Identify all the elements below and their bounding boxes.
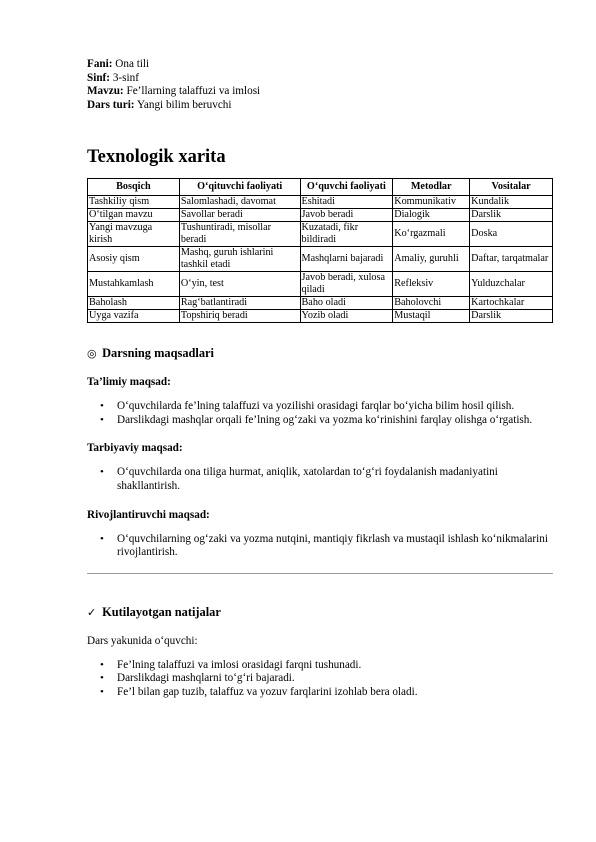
subject-line <box>87 58 553 72</box>
topic-line <box>87 85 553 99</box>
subject-label: Fani: <box>87 58 113 70</box>
goals-title: Darsning maqsadlari <box>102 346 214 361</box>
table-cell: Mustaqil <box>393 310 470 323</box>
table-cell: Ko‘rgazmali <box>393 222 470 247</box>
checkmark-icon: ✓ <box>87 605 97 619</box>
table-cell: Mashq, guruh ishlarini tashkil etadi <box>179 247 300 272</box>
results-title: Kutilayotgan natijalar <box>102 604 221 619</box>
table-cell: Darslik <box>470 209 553 222</box>
table-cell: O‘yin, test <box>179 272 300 297</box>
table-cell: Kundalik <box>470 196 553 209</box>
upbringing-goal-list <box>87 466 553 493</box>
column-header: Metodlar <box>393 179 470 196</box>
table-row <box>88 310 553 323</box>
column-header: Bosqich <box>88 179 180 196</box>
column-header: Vositalar <box>470 179 553 196</box>
grade-label: Sinf: <box>87 71 111 84</box>
table-cell: Javob beradi <box>300 209 393 222</box>
table-row <box>88 196 553 209</box>
lesson-type-value: Yangi bilim beruvchi <box>136 98 232 111</box>
table-cell: Javob beradi, xulosa qiladi <box>300 272 393 297</box>
table-cell: Dialogik <box>393 209 470 222</box>
results-intro: Dars yakunida o‘quvchi: <box>87 634 198 647</box>
table-cell: Mustahkamlash <box>88 272 180 297</box>
list-item: • Fe’l bilan gap tuzib, talaffuz va yozuv farqlarini izohlab bera oladi. <box>117 686 553 700</box>
table-cell: Uyga vazifa <box>88 310 180 323</box>
table-row <box>88 297 553 310</box>
table-cell: Savollar beradi <box>179 209 300 222</box>
table-cell: Baholovchi <box>393 297 470 310</box>
table-header-row <box>88 179 553 196</box>
table-cell: Topshiriq beradi <box>179 310 300 323</box>
table-row <box>88 222 553 247</box>
tech-map-table <box>87 178 553 323</box>
topic-label: Mavzu: <box>87 85 124 98</box>
column-header: O‘qituvchi faoliyati <box>179 179 300 196</box>
table-cell: Yozib oladi <box>300 310 393 323</box>
table-cell: Kartochkalar <box>470 297 553 310</box>
upbringing-goal-label: Tarbiyaviy maqsad: <box>87 442 183 455</box>
developmental-goal-label: Rivojlantiruvchi maqsad: <box>87 508 210 521</box>
table-cell: Refleksiv <box>393 272 470 297</box>
page-title: Texnologik xarita <box>87 147 226 168</box>
table-cell: Mashqlarni bajaradi <box>300 247 393 272</box>
topic-value: Fe’llarning talaffuzi va imlosi <box>126 85 261 98</box>
list-item: • O‘quvchilarning og‘zaki va yozma nutqini, mantiqiy fikrlash va mustaqil ishlash ko‘nikmalarini rivojlantirish. <box>117 533 553 560</box>
list-item: • Darslikdagi mashqlarni to‘g‘ri bajaradi. <box>117 672 553 686</box>
table-cell: Eshitadi <box>300 196 393 209</box>
subject-value: Ona tili <box>115 58 150 70</box>
section-divider <box>87 573 553 574</box>
list-item: • Fe’lning talaffuzi va imlosi orasidagi farqni tushunadi. <box>117 659 553 673</box>
table-row <box>88 247 553 272</box>
table-cell: O‘tilgan mavzu <box>88 209 180 222</box>
lesson-type-line <box>87 99 553 113</box>
table-row <box>88 272 553 297</box>
table-cell: Asosiy qism <box>88 247 180 272</box>
grade-line <box>87 72 553 86</box>
educational-goal-label: Ta’limiy maqsad: <box>87 376 171 389</box>
target-icon: ◎ <box>87 347 97 361</box>
list-item: • O‘quvchilarda ona tiliga hurmat, aniqlik, xatolardan to‘g‘ri foydalanish madaniyatini shakllantirish. <box>117 466 553 493</box>
table-cell: Darslik <box>470 310 553 323</box>
table-cell: Kuzatadi, fikr bildiradi <box>300 222 393 247</box>
table-cell: Yangi mavzuga kirish <box>88 222 180 247</box>
lesson-info <box>87 58 553 112</box>
table-cell: Baho oladi <box>300 297 393 310</box>
table-cell: Baholash <box>88 297 180 310</box>
table-cell: Daftar, tarqatmalar <box>470 247 553 272</box>
lesson-type-label: Dars turi: <box>87 98 135 111</box>
table-cell: Salomlashadi, davomat <box>179 196 300 209</box>
goals-heading <box>87 346 553 361</box>
document-page <box>87 58 553 700</box>
results-heading <box>87 605 553 620</box>
table-cell: Yulduzchalar <box>470 272 553 297</box>
table-row <box>88 209 553 222</box>
table-cell: Tashkiliy qism <box>88 196 180 209</box>
list-item: • O‘quvchilarda fe’lning talaffuzi va yozilishi orasidagi farqlar bo‘yicha bilim hosil qilish. <box>117 400 553 414</box>
table-cell: Amaliy, guruhli <box>393 247 470 272</box>
developmental-goal-list <box>87 533 553 560</box>
table-cell: Kommunikativ <box>393 196 470 209</box>
table-cell: Tushuntiradi, misollar beradi <box>179 222 300 247</box>
table-cell: Rag‘batlantiradi <box>179 297 300 310</box>
results-list <box>87 659 553 700</box>
list-item: • Darslikdagi mashqlar orqali fe’lning og‘zaki va yozma ko‘rinishini farqlay olishga o‘rgatish. <box>117 414 553 428</box>
table-cell: Doska <box>470 222 553 247</box>
grade-value: 3-sinf <box>112 71 139 84</box>
column-header: O‘quvchi faoliyati <box>300 179 393 196</box>
educational-goal-list <box>87 400 553 427</box>
